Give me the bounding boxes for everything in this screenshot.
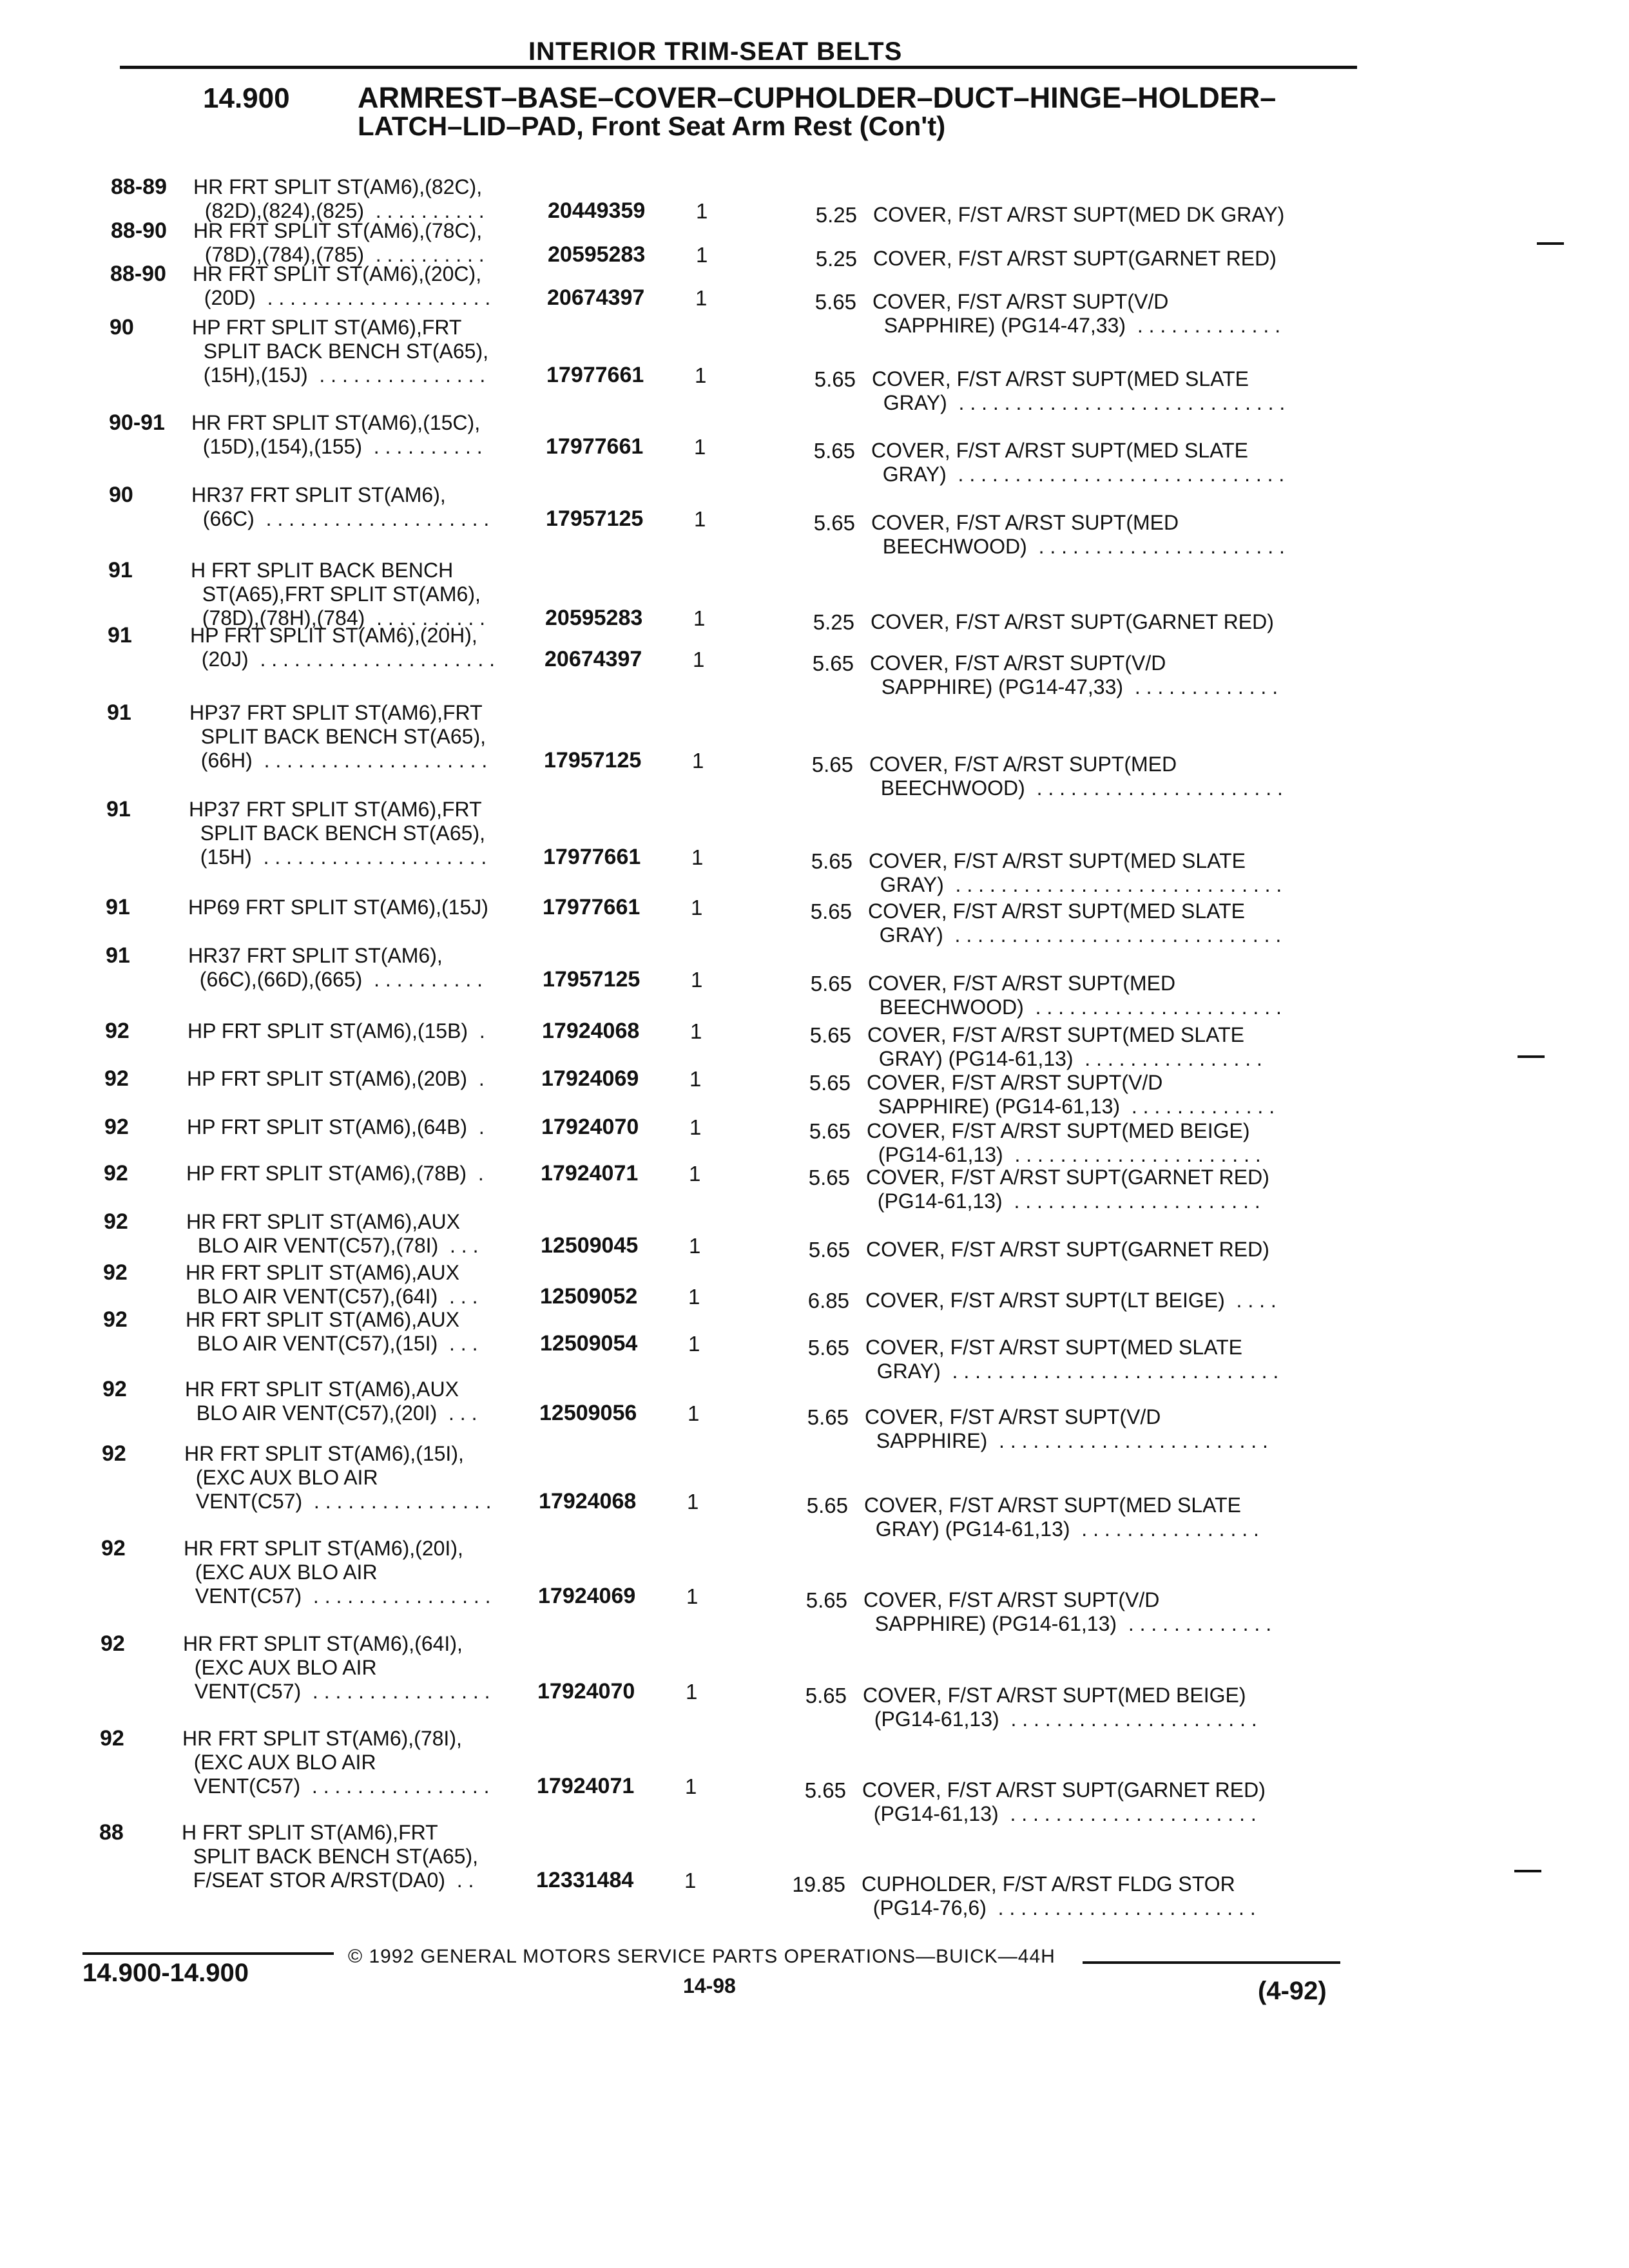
application-description: HP FRT SPLIT ST(AM6),FRT SPLIT BACK BENCH ST(A65), (15H),(15J) . . . . . . . . . . . . . . . bbox=[192, 316, 488, 387]
part-number: 17957125 bbox=[546, 506, 644, 531]
application-description: HR37 FRT SPLIT ST(AM6), (66C),(66D),(665) . . . . . . . . . . bbox=[188, 944, 483, 991]
price: 5.65 bbox=[815, 290, 856, 314]
application-description: HR FRT SPLIT ST(AM6),(78I), (EXC AUX BLO AIR VENT(C57) . . . . . . . . . . . . . . . . bbox=[182, 1727, 490, 1798]
application-description: HP37 FRT SPLIT ST(AM6),FRT SPLIT BACK BENCH ST(A65), (66H) . . . . . . . . . . . . . . . . . . . . bbox=[189, 701, 488, 772]
part-name: COVER, F/ST A/RST SUPT(MED SLATE GRAY) (PG14-61,13) . . . . . . . . . . . . . . . . bbox=[867, 1023, 1262, 1070]
price: 5.25 bbox=[815, 247, 857, 271]
quantity: 1 bbox=[688, 1285, 700, 1309]
quantity: 1 bbox=[691, 968, 703, 992]
part-number: 12509045 bbox=[541, 1233, 639, 1258]
model-year: 91 bbox=[107, 700, 131, 725]
part-number: 17977661 bbox=[543, 845, 641, 869]
model-year: 88-89 bbox=[111, 175, 167, 199]
model-year: 92 bbox=[101, 1536, 126, 1561]
part-name: COVER, F/ST A/RST SUPT(MED SLATE GRAY) (PG14-61,13) . . . . . . . . . . . . . . . . bbox=[864, 1494, 1259, 1541]
part-number: 17977661 bbox=[543, 895, 641, 919]
model-year: 92 bbox=[104, 1161, 128, 1186]
header-rule bbox=[120, 66, 1357, 69]
part-number: 17924069 bbox=[538, 1584, 636, 1608]
part-name: COVER, F/ST A/RST SUPT(GARNET RED) bbox=[866, 1238, 1269, 1261]
application-description: HR FRT SPLIT ST(AM6),(78C), (78D),(784),(785) . . . . . . . . . . bbox=[193, 219, 485, 266]
price: 5.65 bbox=[809, 1071, 851, 1095]
price: 5.65 bbox=[813, 439, 855, 463]
model-year: 92 bbox=[103, 1307, 128, 1332]
page-title: INTERIOR TRIM-SEAT BELTS bbox=[528, 37, 903, 66]
model-year: 91 bbox=[108, 623, 132, 648]
quantity: 1 bbox=[692, 749, 704, 773]
application-description: HR FRT SPLIT ST(AM6),AUX BLO AIR VENT(C57),(15I) . . . bbox=[186, 1308, 478, 1355]
price: 5.65 bbox=[810, 972, 852, 995]
part-name: CUPHOLDER, F/ST A/RST FLDG STOR (PG14-76,6) . . . . . . . . . . . . . . . . . . . . . . . bbox=[862, 1872, 1256, 1919]
part-name: COVER, F/ST A/RST SUPT(MED BEIGE) (PG14-61,13) . . . . . . . . . . . . . . . . . . . . . . bbox=[863, 1684, 1257, 1731]
price: 5.25 bbox=[813, 610, 854, 634]
price: 19.85 bbox=[792, 1872, 845, 1896]
part-name: COVER, F/ST A/RST SUPT(V/D SAPPHIRE) (PG14-61,13) . . . . . . . . . . . . . bbox=[863, 1588, 1272, 1635]
quantity: 1 bbox=[694, 435, 706, 459]
part-number: 17924069 bbox=[541, 1066, 639, 1091]
footer-copyright: © 1992 GENERAL MOTORS SERVICE PARTS OPERATIONS—BUICK—44H bbox=[348, 1946, 1055, 1967]
part-number: 20674397 bbox=[547, 285, 645, 310]
part-name: COVER, F/ST A/RST SUPT(GARNET RED) (PG14-61,13) . . . . . . . . . . . . . . . . . . . . . . bbox=[866, 1166, 1269, 1213]
model-year: 91 bbox=[106, 895, 130, 919]
part-number: 20449359 bbox=[548, 198, 646, 223]
footer-rule-right bbox=[1083, 1961, 1340, 1964]
application-description: HR FRT SPLIT ST(AM6),AUX BLO AIR VENT(C57),(20I) . . . bbox=[185, 1378, 477, 1425]
application-description: HR FRT SPLIT ST(AM6),AUX BLO AIR VENT(C57),(64I) . . . bbox=[186, 1261, 478, 1308]
price: 5.65 bbox=[813, 511, 855, 535]
footer-section-code: 14.900-14.900 bbox=[82, 1959, 249, 1987]
price: 5.25 bbox=[815, 203, 857, 227]
quantity: 1 bbox=[696, 199, 708, 223]
application-description: HR FRT SPLIT ST(AM6),(15C), (15D),(154),(155) . . . . . . . . . . bbox=[191, 411, 483, 458]
model-year: 90-91 bbox=[109, 410, 165, 435]
model-year: 88 bbox=[99, 1820, 124, 1845]
model-year: 88-90 bbox=[110, 262, 166, 286]
part-number: 12509054 bbox=[540, 1331, 638, 1356]
application-description: HR FRT SPLIT ST(AM6),AUX BLO AIR VENT(C57),(78I) . . . bbox=[186, 1210, 479, 1257]
part-number: 17924071 bbox=[537, 1774, 635, 1798]
part-name: COVER, F/ST A/RST SUPT(V/D SAPPHIRE) (PG14-47,33) . . . . . . . . . . . . . bbox=[872, 290, 1281, 337]
quantity: 1 bbox=[689, 1115, 702, 1139]
part-number: 12509052 bbox=[540, 1284, 638, 1309]
price: 5.65 bbox=[806, 1494, 848, 1517]
part-name: COVER, F/ST A/RST SUPT(MED SLATE GRAY) . . . . . . . . . . . . . . . . . . . . . . . . . . . . . bbox=[869, 849, 1282, 896]
quantity: 1 bbox=[687, 1490, 699, 1514]
quantity: 1 bbox=[696, 243, 708, 267]
quantity: 1 bbox=[689, 1162, 701, 1186]
price: 5.65 bbox=[810, 899, 852, 923]
model-year: 91 bbox=[106, 797, 131, 822]
quantity: 1 bbox=[689, 1067, 702, 1091]
application-description: HR FRT SPLIT ST(AM6),(20I), (EXC AUX BLO AIR VENT(C57) . . . . . . . . . . . . . . . . bbox=[184, 1537, 491, 1608]
application-description: HP69 FRT SPLIT ST(AM6),(15J) bbox=[188, 896, 488, 919]
application-description: HP FRT SPLIT ST(AM6),(64B) . bbox=[187, 1115, 485, 1139]
price: 5.65 bbox=[811, 753, 853, 776]
part-name: COVER, F/ST A/RST SUPT(GARNET RED) (PG14-61,13) . . . . . . . . . . . . . . . . . . . . . . bbox=[862, 1778, 1266, 1825]
quantity: 1 bbox=[691, 896, 703, 919]
part-name: COVER, F/ST A/RST SUPT(MED BEECHWOOD) . . . . . . . . . . . . . . . . . . . . . . bbox=[868, 972, 1282, 1019]
model-year: 92 bbox=[104, 1209, 128, 1234]
price: 5.65 bbox=[808, 1238, 850, 1262]
part-name: COVER, F/ST A/RST SUPT(V/D SAPPHIRE) . . . . . . . . . . . . . . . . . . . . . . . . bbox=[865, 1405, 1268, 1452]
section-title bbox=[358, 81, 1376, 141]
footer-page-number: 14-98 bbox=[683, 1974, 736, 1997]
part-number: 17924068 bbox=[539, 1489, 637, 1514]
model-year: 91 bbox=[108, 558, 133, 582]
price: 5.65 bbox=[807, 1336, 849, 1360]
price: 5.65 bbox=[809, 1119, 851, 1143]
price: 5.65 bbox=[809, 1023, 851, 1047]
quantity: 1 bbox=[688, 1332, 700, 1356]
quantity: 1 bbox=[695, 286, 708, 310]
quantity: 1 bbox=[691, 845, 704, 869]
price: 5.65 bbox=[808, 1166, 850, 1189]
part-name: COVER, F/ST A/RST SUPT(MED DK GRAY) bbox=[873, 203, 1285, 226]
price: 5.65 bbox=[814, 367, 856, 391]
part-name: COVER, F/ST A/RST SUPT(MED SLATE GRAY) . . . . . . . . . . . . . . . . . . . . . . . . . . . . . bbox=[865, 1336, 1279, 1383]
model-year: 90 bbox=[109, 483, 133, 507]
part-name: COVER, F/ST A/RST SUPT(LT BEIGE) . . . . bbox=[865, 1289, 1277, 1312]
quantity: 1 bbox=[689, 1234, 701, 1258]
part-name: COVER, F/ST A/RST SUPT(MED BEIGE) (PG14-61,13) . . . . . . . . . . . . . . . . . . . . . . bbox=[867, 1119, 1261, 1166]
footer-rule-left bbox=[82, 1952, 334, 1955]
margin-mark bbox=[1537, 242, 1564, 245]
application-description: HR FRT SPLIT ST(AM6),(20C), (20D) . . . . . . . . . . . . . . . . . . . . bbox=[193, 262, 491, 309]
application-description: HP37 FRT SPLIT ST(AM6),FRT SPLIT BACK BENCH ST(A65), (15H) . . . . . . . . . . . . . . . . . . . . bbox=[189, 798, 487, 869]
margin-mark bbox=[1514, 1870, 1541, 1872]
part-name: COVER, F/ST A/RST SUPT(MED BEECHWOOD) . . . . . . . . . . . . . . . . . . . . . . bbox=[871, 511, 1285, 558]
part-name: COVER, F/ST A/RST SUPT(V/D SAPPHIRE) (PG14-47,33) . . . . . . . . . . . . . bbox=[870, 651, 1278, 698]
part-name: COVER, F/ST A/RST SUPT(GARNET RED) bbox=[871, 610, 1274, 633]
application-description: H FRT SPLIT BACK BENCH ST(A65),FRT SPLIT ST(AM6), (78D),(78H),(784) . . . . . . . . . . bbox=[191, 559, 485, 629]
quantity: 1 bbox=[695, 363, 707, 387]
quantity: 1 bbox=[685, 1774, 697, 1798]
part-number: 17924070 bbox=[541, 1115, 639, 1139]
model-year: 92 bbox=[104, 1066, 129, 1091]
part-name: COVER, F/ST A/RST SUPT(MED BEECHWOOD) . . . . . . . . . . . . . . . . . . . . . . bbox=[869, 753, 1283, 800]
quantity: 1 bbox=[693, 648, 705, 671]
part-number: 17977661 bbox=[546, 434, 644, 459]
quantity: 1 bbox=[693, 606, 706, 630]
part-number: 20595283 bbox=[545, 606, 643, 630]
part-number: 12509056 bbox=[539, 1401, 637, 1425]
part-number: 17924071 bbox=[541, 1161, 639, 1186]
model-year: 92 bbox=[105, 1019, 130, 1043]
quantity: 1 bbox=[688, 1401, 700, 1425]
application-description: HR FRT SPLIT ST(AM6),(82C), (82D),(824),(825) . . . . . . . . . . bbox=[193, 175, 485, 222]
quantity: 1 bbox=[694, 507, 706, 531]
application-description: HR FRT SPLIT ST(AM6),(64I), (EXC AUX BLO AIR VENT(C57) . . . . . . . . . . . . . . . . bbox=[183, 1632, 490, 1703]
application-description: HP FRT SPLIT ST(AM6),(20B) . bbox=[187, 1067, 485, 1090]
application-description: HP FRT SPLIT ST(AM6),(15B) . bbox=[188, 1019, 485, 1043]
application-description: HR37 FRT SPLIT ST(AM6), (66C) . . . . . . . . . . . . . . . . . . . . bbox=[191, 483, 490, 530]
quantity: 1 bbox=[686, 1680, 698, 1704]
model-year: 91 bbox=[106, 943, 130, 968]
application-description: HP FRT SPLIT ST(AM6),(20H), (20J) . . . . . . . . . . . . . . . . . . . . . bbox=[190, 624, 495, 671]
price: 5.65 bbox=[804, 1778, 846, 1802]
price: 5.65 bbox=[807, 1405, 849, 1429]
price: 5.65 bbox=[812, 651, 854, 675]
model-year: 88-90 bbox=[111, 218, 167, 243]
quantity: 1 bbox=[686, 1584, 699, 1608]
model-year: 92 bbox=[102, 1377, 127, 1401]
part-number: 17924068 bbox=[542, 1019, 640, 1043]
part-name: COVER, F/ST A/RST SUPT(MED SLATE GRAY) . . . . . . . . . . . . . . . . . . . . . . . . . . . . . bbox=[868, 899, 1282, 947]
quantity: 1 bbox=[690, 1019, 702, 1043]
price: 5.65 bbox=[811, 849, 853, 873]
part-number: 17957125 bbox=[544, 748, 642, 773]
quantity: 1 bbox=[684, 1869, 697, 1892]
footer-date: (4-92) bbox=[1258, 1977, 1327, 2005]
part-number: 17957125 bbox=[543, 967, 641, 992]
application-description: HR FRT SPLIT ST(AM6),(15I), (EXC AUX BLO AIR VENT(C57) . . . . . . . . . . . . . . . . bbox=[184, 1442, 492, 1513]
part-name: COVER, F/ST A/RST SUPT(MED SLATE GRAY) . . . . . . . . . . . . . . . . . . . . . . . . . . . . . bbox=[871, 439, 1285, 486]
part-number: 17977661 bbox=[546, 363, 644, 387]
model-year: 92 bbox=[101, 1631, 125, 1656]
model-year: 92 bbox=[102, 1441, 126, 1466]
model-year: 92 bbox=[104, 1115, 129, 1139]
application-description: H FRT SPLIT ST(AM6),FRT SPLIT BACK BENCH ST(A65), F/SEAT STOR A/RST(DA0) . . bbox=[182, 1821, 478, 1892]
section-number: 14.900 bbox=[203, 82, 290, 114]
model-year: 92 bbox=[103, 1260, 128, 1285]
model-year: 90 bbox=[110, 315, 134, 340]
part-name: COVER, F/ST A/RST SUPT(MED SLATE GRAY) . . . . . . . . . . . . . . . . . . . . . . . . . . . . . bbox=[872, 367, 1286, 414]
part-number: 20595283 bbox=[548, 242, 646, 267]
price: 5.65 bbox=[805, 1684, 847, 1707]
part-name: COVER, F/ST A/RST SUPT(V/D SAPPHIRE) (PG14-61,13) . . . . . . . . . . . . . bbox=[867, 1071, 1275, 1118]
part-number: 12331484 bbox=[536, 1868, 634, 1892]
application-description: HP FRT SPLIT ST(AM6),(78B) . bbox=[186, 1162, 484, 1185]
part-number: 17924070 bbox=[537, 1679, 635, 1704]
section-title-line2: LATCH–LID–PAD, Front Seat Arm Rest (Con't) bbox=[358, 111, 946, 141]
price: 5.65 bbox=[805, 1588, 847, 1612]
margin-mark bbox=[1518, 1055, 1545, 1058]
price: 6.85 bbox=[807, 1289, 849, 1312]
part-number: 20674397 bbox=[545, 647, 642, 671]
model-year: 92 bbox=[100, 1726, 124, 1751]
section-title-line1: ARMREST–BASE–COVER–CUPHOLDER–DUCT–HINGE–HOLDER– bbox=[358, 81, 1277, 114]
part-name: COVER, F/ST A/RST SUPT(GARNET RED) bbox=[873, 247, 1277, 270]
